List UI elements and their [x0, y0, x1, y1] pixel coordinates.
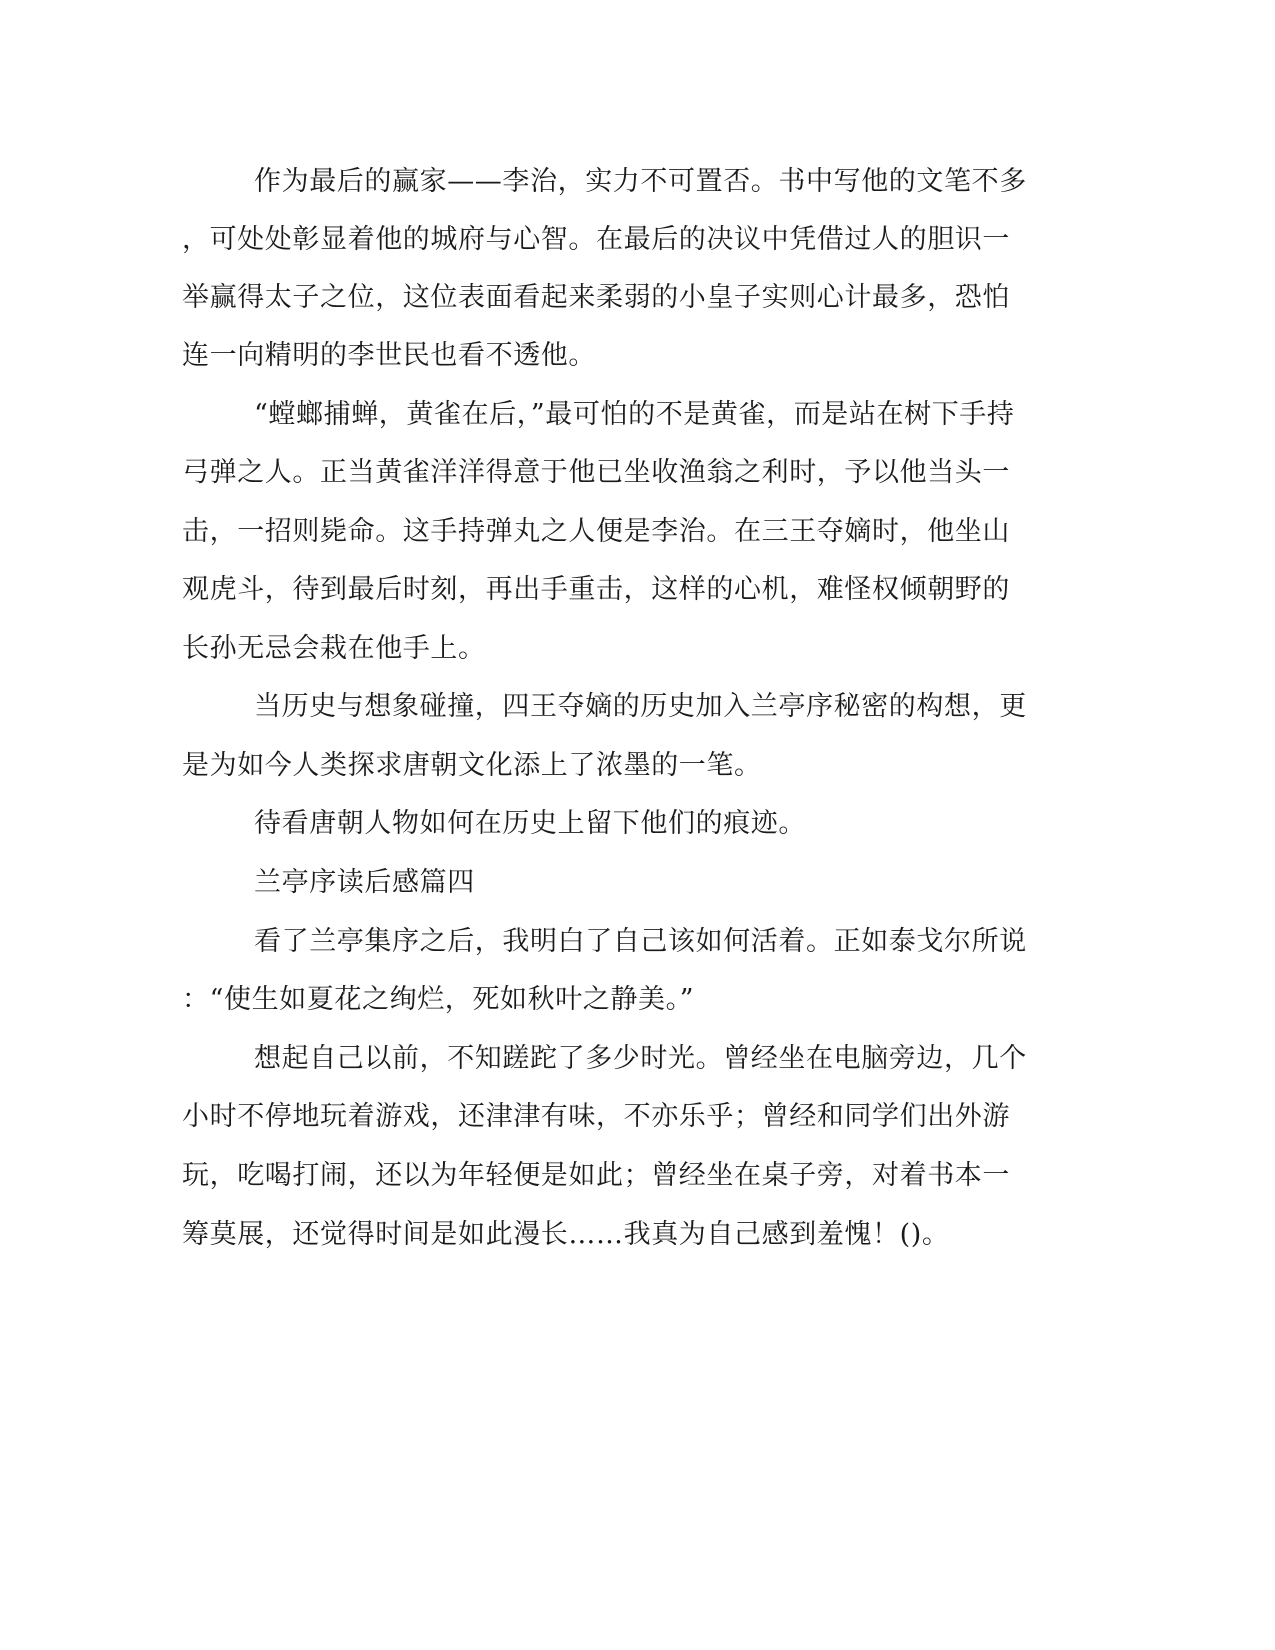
- paragraph-2-line-5: 长孙无忌会栽在他手上。: [182, 633, 486, 664]
- paragraph-2-line-1: “螳螂捕蝉，黄雀在后，”最可怕的不是黄雀，而是站在树下手持: [254, 399, 1015, 430]
- paragraph-2-line-4: 观虎斗，待到最后时刻，再出手重击，这样的心机，难怪权倾朝野的: [182, 574, 1010, 605]
- paragraph-1-line-4: 连一向精明的李世民也看不透他。: [182, 340, 596, 371]
- paragraph-5-line-1: 看了兰亭集序之后，我明白了自己该如何活着。正如泰戈尔所说: [254, 926, 1027, 957]
- paragraph-6-line-4: 筹莫展，还觉得时间是如此漫长……我真为自己感到羞愧！()。: [182, 1219, 950, 1250]
- paragraph-6-line-1: 想起自己以前，不知蹉跎了多少时光。曾经坐在电脑旁边，几个: [254, 1043, 1027, 1074]
- paragraph-1-line-3: 举赢得太子之位，这位表面看起来柔弱的小皇子实则心计最多，恐怕: [182, 282, 1010, 313]
- paragraph-6-line-2: 小时不停地玩着游戏，还津津有味，不亦乐乎；曾经和同学们出外游: [182, 1101, 1010, 1132]
- paragraph-6-line-3: 玩，吃喝打闹，还以为年轻便是如此；曾经坐在桌子旁，对着书本一: [182, 1160, 1010, 1191]
- paragraph-1-line-2: ，可处处彰显着他的城府与心智。在最后的决议中凭借过人的胆识一: [182, 224, 1010, 255]
- paragraph-3-line-1: 当历史与想象碰撞，四王夺嫡的历史加入兰亭序秘密的构想，更: [254, 691, 1027, 722]
- paragraph-1-line-1: 作为最后的赢家——李治，实力不可置否。书中写他的文笔不多: [254, 166, 1027, 197]
- paragraph-5-line-2: ：“使生如夏花之绚烂，死如秋叶之静美。”: [182, 984, 695, 1015]
- paragraph-2-line-3: 击，一招则毙命。这手持弹丸之人便是李治。在三王夺嫡时，他坐山: [182, 516, 1010, 547]
- paragraph-3-line-2: 是为如今人类探求唐朝文化添上了浓墨的一笔。: [182, 750, 762, 781]
- paragraph-4: 待看唐朝人物如何在历史上留下他们的痕迹。: [254, 808, 806, 839]
- section-heading: 兰亭序读后感篇四: [254, 867, 475, 898]
- paragraph-2-line-2: 弓弹之人。正当黄雀洋洋得意于他已坐收渔翁之利时，予以他当头一: [182, 457, 1010, 488]
